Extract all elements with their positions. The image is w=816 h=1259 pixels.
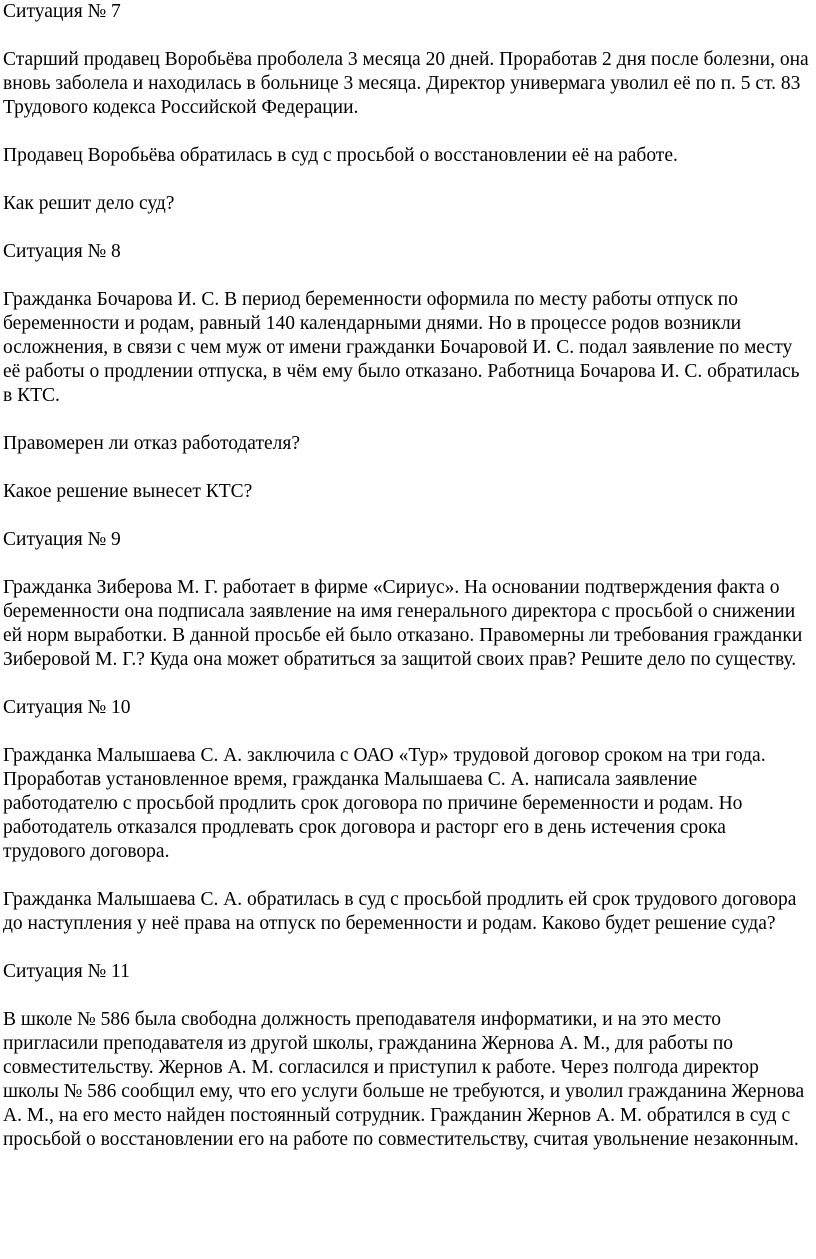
question-situation-7: Как решит дело суд? — [3, 193, 175, 214]
paragraph-situation-8-facts: Гражданка Бочарова И. С. В период беременности оформила по месту работы отпуск по беременности и родам, равный 140 календарными днями. Но в процессе родов возникли осложнения, в связи с чем муж от имени гражданки Бочаровой И. С. подал заявление по месту её работы о продлении отпуска, в чём ему было отказано. Работница Бочарова И. С. обратилась в КТС. — [3, 289, 800, 406]
paragraph-situation-7-appeal: Продавец Воробьёва обратилась в суд с просьбой о восстановлении её на работе. — [3, 145, 678, 166]
question-situation-8-decision: Какое решение вынесет КТС? — [3, 481, 253, 502]
question-situation-8-legality: Правомерен ли отказ работодателя? — [3, 433, 300, 454]
paragraph-situation-10-appeal: Гражданка Малышаева С. А. обратилась в суд с просьбой продлить ей срок трудового договора до наступления у неё права на отпуск по беременности и родам. Каково будет решение суда? — [3, 889, 797, 934]
heading-situation-10: Ситуация № 10 — [3, 697, 131, 718]
paragraph-situation-10-facts: Гражданка Малышаева С. А. заключила с ОАО «Тур» трудовой договор сроком на три года. Проработав установленное время, гражданка Малышаева С. А. написала заявление работодателю с просьбой продлить срок договора по причине беременности и родам. Но работодатель отказался продлевать срок договора и расторг его в день истечения срока трудового договора. — [3, 745, 766, 862]
heading-situation-11: Ситуация № 11 — [3, 961, 130, 982]
paragraph-situation-9-facts: Гражданка Зиберова М. Г. работает в фирме «Сириус». На основании подтверждения факта о беременности она подписала заявление на имя генерального директора с просьбой о снижении ей норм выработки. В данной просьбе ей было отказано. Правомерны ли требования гражданки Зиберовой М. Г.? Куда она может обратиться за защитой своих прав? Решите дело по существу. — [3, 577, 803, 670]
heading-situation-7: Ситуация № 7 — [3, 1, 121, 22]
paragraph-situation-7-facts: Старший продавец Воробьёва проболела 3 месяца 20 дней. Проработав 2 дня после болезни, она вновь заболела и находилась в больнице 3 месяца. Директор универмага уволил её по п. 5 ст. 83 Трудового кодекса Российской Федерации. — [3, 49, 809, 118]
heading-situation-9: Ситуация № 9 — [3, 529, 121, 550]
paragraph-situation-11-facts: В школе № 586 была свободна должность преподавателя информатики, и на это место пригласили преподавателя из другой школы, гражданина Жернова А. М., для работы по совместительству. Жернов А. М. согласился и приступил к работе. Через полгода директор школы № 586 сообщил ему, что его услуги больше не требуются, и уволил гражданина Жернова А. М., на его место найден постоянный сотрудник. Гражданин Жернов А. М. обратился в суд с просьбой о восстановлении его на работе по совместительству, считая увольнение незаконным. — [3, 1009, 805, 1150]
heading-situation-8: Ситуация № 8 — [3, 241, 121, 262]
